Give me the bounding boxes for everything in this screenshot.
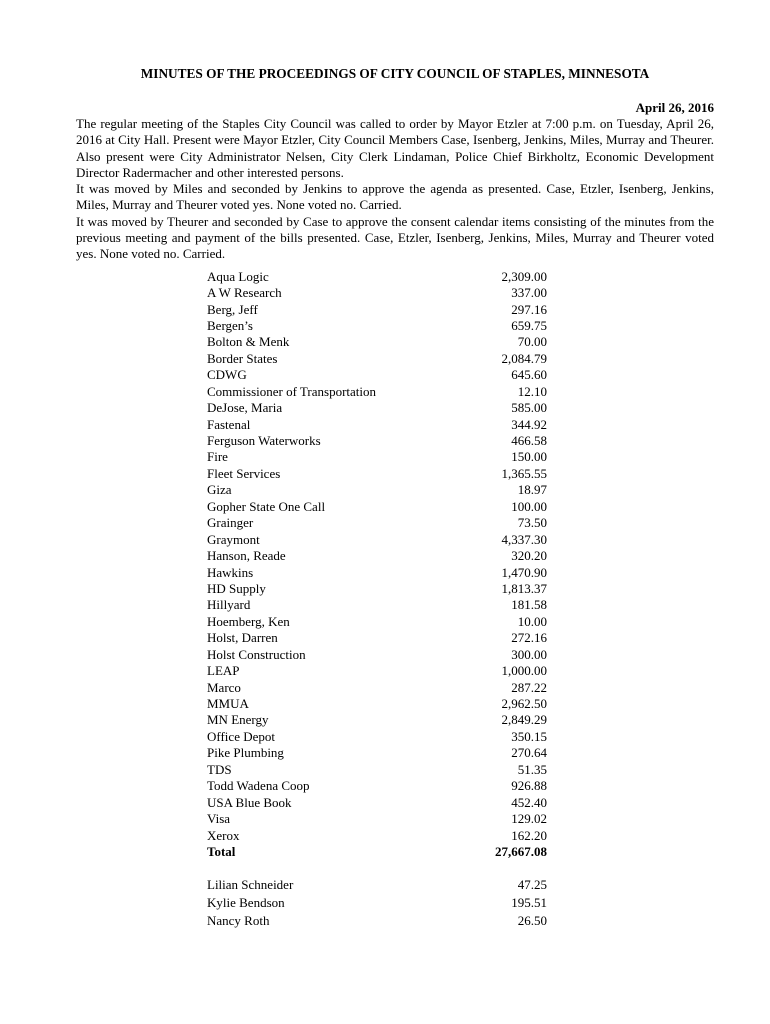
payment-amount: 270.64 <box>511 745 547 761</box>
bill-row <box>207 433 547 449</box>
payment-amount: 645.60 <box>511 367 547 383</box>
document-title: MINUTES OF THE PROCEEDINGS OF CITY COUNCIL OF STAPLES, MINNESOTA <box>140 66 650 81</box>
bill-row <box>207 318 547 334</box>
payment-amount: 70.00 <box>517 334 547 350</box>
bill-row <box>207 499 547 515</box>
payment-amount: 297.16 <box>511 301 547 317</box>
payment-amount: 1,813.37 <box>501 580 547 596</box>
payee-name: Office Depot <box>207 728 275 744</box>
payee-name: Bolton & Menk <box>207 334 290 350</box>
bill-row <box>207 894 547 912</box>
payee-name: DeJose, Maria <box>207 400 283 416</box>
payment-amount: 300.00 <box>511 646 547 662</box>
payee-name: Visa <box>207 811 231 827</box>
payment-amount: 162.20 <box>511 827 547 843</box>
bill-row <box>207 647 547 663</box>
bill-row <box>207 351 547 367</box>
bill-row <box>207 334 547 350</box>
bill-row <box>207 762 547 778</box>
payee-name: Hawkins <box>207 564 254 580</box>
payment-amount: 51.35 <box>517 761 547 777</box>
bill-row <box>207 876 547 894</box>
payee-name: Berg, Jeff <box>207 301 258 317</box>
payment-amount: 129.02 <box>511 811 547 827</box>
payee-name: Hanson, Reade <box>207 548 286 564</box>
bill-row <box>207 597 547 613</box>
bill-row <box>207 417 547 433</box>
payee-name: Hoemberg, Ken <box>207 613 290 629</box>
total-label: Total <box>207 843 236 859</box>
payee-name: Commissioner of Transportation <box>207 383 377 399</box>
bill-row <box>207 745 547 761</box>
payee-name: Xerox <box>207 827 240 843</box>
bill-row <box>207 515 547 531</box>
bill-row <box>207 828 547 844</box>
payment-amount: 287.22 <box>511 679 547 695</box>
payee-name: Todd Wadena Coop <box>207 778 310 794</box>
additional-payments <box>207 876 547 930</box>
payment-amount: 26.50 <box>517 913 547 929</box>
payment-amount: 272.16 <box>511 630 547 646</box>
bill-row <box>207 466 547 482</box>
payee-name: Kylie Bendson <box>207 895 285 911</box>
payee-name: CDWG <box>207 367 247 383</box>
bill-row <box>207 302 547 318</box>
payment-amount: 1,470.90 <box>501 564 547 580</box>
bill-row <box>207 482 547 498</box>
payment-amount: 2,309.00 <box>501 268 547 284</box>
payee-name: Marco <box>207 679 241 695</box>
payee-name: Border States <box>207 350 278 366</box>
bill-row <box>207 778 547 794</box>
payment-amount: 4,337.30 <box>501 531 547 547</box>
payment-amount: 100.00 <box>511 498 547 514</box>
payee-name: USA Blue Book <box>207 794 292 810</box>
bill-row <box>207 712 547 728</box>
payment-amount: 320.20 <box>511 548 547 564</box>
bill-row <box>207 680 547 696</box>
payee-name: MMUA <box>207 696 249 712</box>
bill-row <box>207 811 547 827</box>
payee-name: TDS <box>207 761 232 777</box>
bill-row <box>207 912 547 930</box>
payee-name: Fastenal <box>207 416 251 432</box>
payee-name: Aqua Logic <box>207 268 269 284</box>
bill-row <box>207 548 547 564</box>
agenda-motion-paragraph: It was moved by Miles and seconded by Jenkins to approve the agenda as presented. Case, Etzler, Isenberg, Jenkins, Miles, Murray and Theurer voted yes. None voted no. Carried. <box>76 181 714 213</box>
payment-amount: 926.88 <box>511 778 547 794</box>
payee-name: Nancy Roth <box>207 913 270 929</box>
payee-name: LEAP <box>207 663 240 679</box>
payment-amount: 2,084.79 <box>501 350 547 366</box>
payee-name: Bergen’s <box>207 317 253 333</box>
payee-name: Ferguson Waterworks <box>207 433 321 449</box>
payee-name: Pike Plumbing <box>207 745 284 761</box>
payment-amount: 181.58 <box>511 597 547 613</box>
call-to-order-paragraph: The regular meeting of the Staples City Council was called to order by Mayor Etzler at 7:00 p.m. on Tuesday, April 26, 2016 at City Hall. Present were Mayor Etzler, City Council Members Case, Isenberg, Jenkins, Miles, Murray and Theurer. Also present were City Administrator Nelsen, City Clerk Lindaman, Police Chief Birkholtz, Economic Development Director Radermacher and other interested persons. <box>76 116 714 180</box>
payment-amount: 1,365.55 <box>501 465 547 481</box>
payment-amount: 10.00 <box>517 613 547 629</box>
bill-row <box>207 663 547 679</box>
bill-row <box>207 384 547 400</box>
payee-name: Giza <box>207 482 232 498</box>
meeting-date: April 26, 2016 <box>635 100 714 115</box>
bill-row <box>207 367 547 383</box>
bill-row <box>207 630 547 646</box>
payee-name: Hillyard <box>207 597 251 613</box>
payment-amount: 659.75 <box>511 317 547 333</box>
payment-amount: 337.00 <box>511 285 547 301</box>
payee-name: A W Research <box>207 285 282 301</box>
payment-amount: 2,962.50 <box>501 696 547 712</box>
bill-row <box>207 269 547 285</box>
payee-name: MN Energy <box>207 712 269 728</box>
payee-name: Holst, Darren <box>207 630 278 646</box>
payment-amount: 466.58 <box>511 433 547 449</box>
payee-name: Grainger <box>207 515 254 531</box>
payee-name: Lilian Schneider <box>207 877 294 893</box>
payment-amount: 12.10 <box>517 383 547 399</box>
bill-row <box>207 795 547 811</box>
payee-name: Fleet Services <box>207 465 281 481</box>
payment-amount: 452.40 <box>511 794 547 810</box>
bill-rows <box>207 269 547 844</box>
bill-row <box>207 614 547 630</box>
document-page <box>76 60 714 930</box>
total-amount: 27,667.08 <box>495 843 547 859</box>
payment-amount: 350.15 <box>511 728 547 744</box>
payment-amount: 2,849.29 <box>501 712 547 728</box>
bill-row <box>207 729 547 745</box>
bills-list <box>207 269 547 931</box>
payee-name: Graymont <box>207 531 260 547</box>
payment-amount: 195.51 <box>511 895 547 911</box>
bill-row <box>207 696 547 712</box>
payment-amount: 344.92 <box>511 416 547 432</box>
bill-row <box>207 581 547 597</box>
bills-total-row <box>207 844 547 860</box>
payment-amount: 73.50 <box>517 515 547 531</box>
bill-row <box>207 400 547 416</box>
payment-amount: 585.00 <box>511 400 547 416</box>
bill-row <box>207 449 547 465</box>
consent-calendar-paragraph: It was moved by Theurer and seconded by Case to approve the consent calendar items consisting of the minutes from the previous meeting and payment of the bills presented. Case, Etzler, Isenberg, Jenkins, Miles, Murray and Theurer voted yes. None voted no. Carried. <box>76 213 714 262</box>
payee-name: HD Supply <box>207 580 266 596</box>
bill-row <box>207 532 547 548</box>
payee-name: Holst Construction <box>207 646 306 662</box>
payment-amount: 18.97 <box>517 482 547 498</box>
bill-row <box>207 285 547 301</box>
payment-amount: 150.00 <box>511 449 547 465</box>
payee-name: Fire <box>207 449 228 465</box>
payment-amount: 47.25 <box>517 877 547 893</box>
bill-row <box>207 565 547 581</box>
payee-name: Gopher State One Call <box>207 498 326 514</box>
payment-amount: 1,000.00 <box>501 663 547 679</box>
